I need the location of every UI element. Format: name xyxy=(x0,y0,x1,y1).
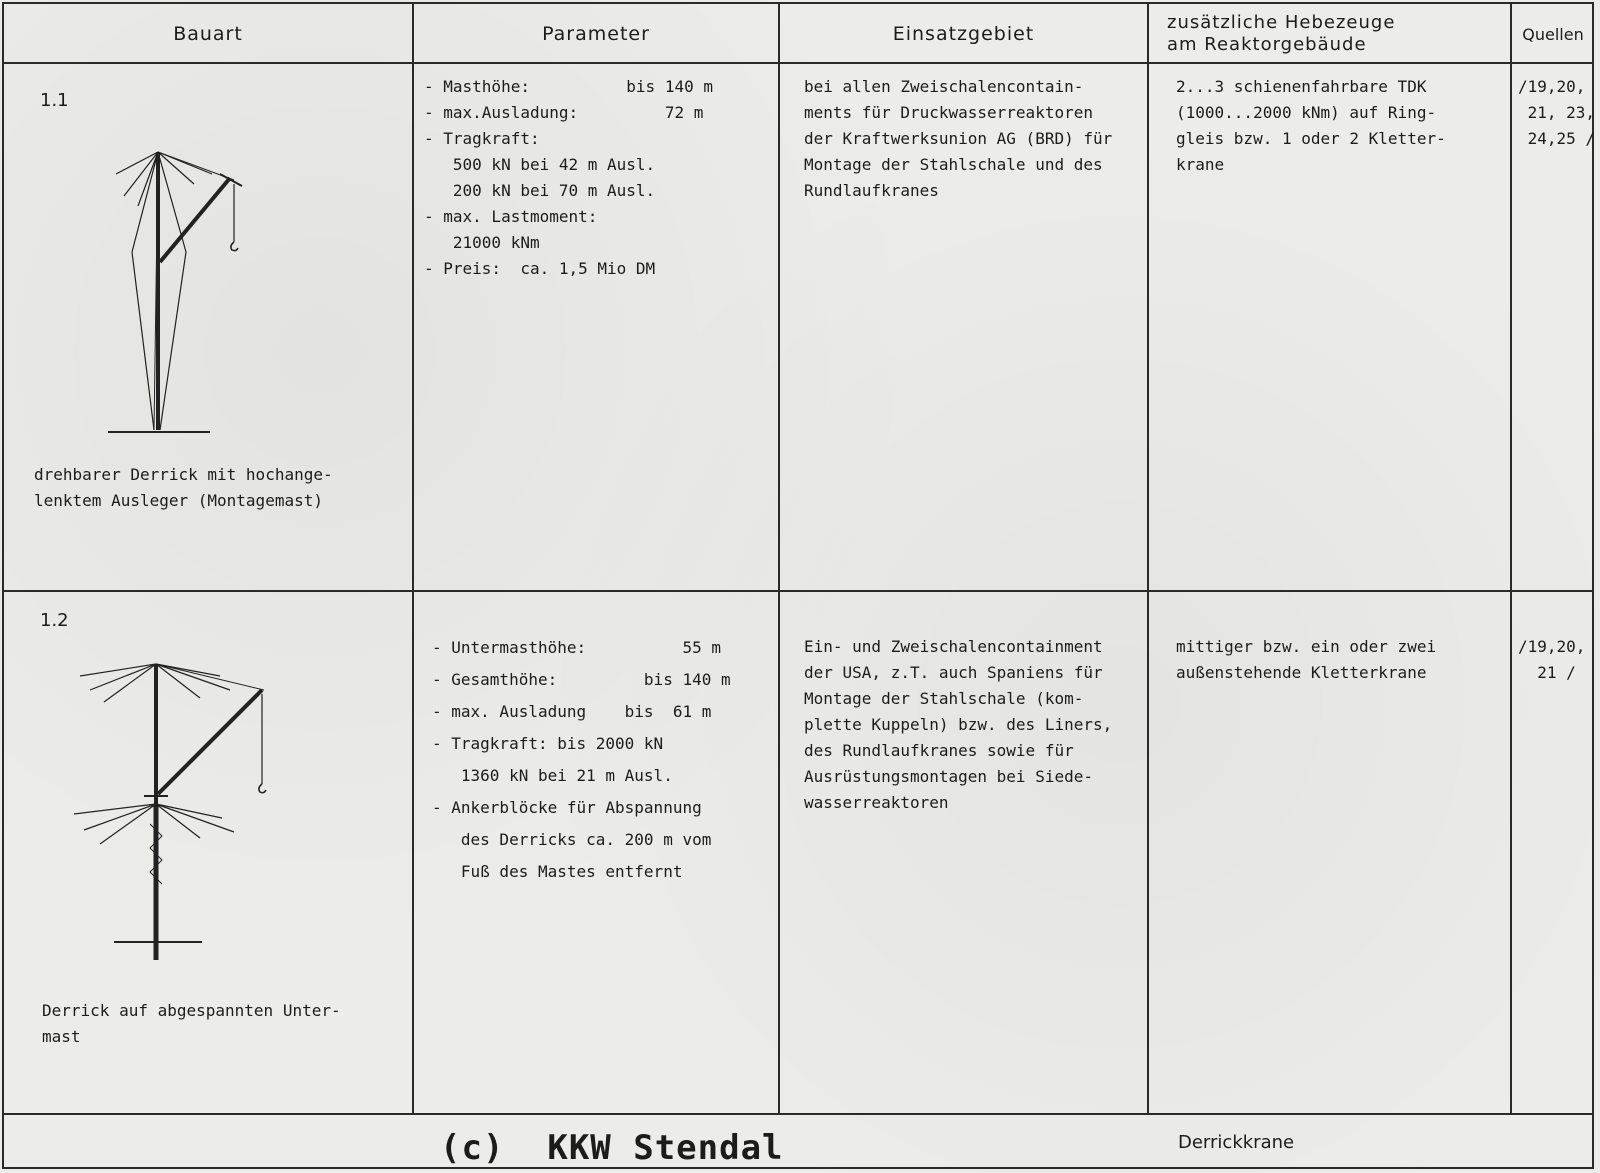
header-parameter: Parameter xyxy=(542,23,650,45)
col-divider xyxy=(778,4,780,1115)
row-einsatzgebiet: Ein- und Zweischalencontainment der USA, z.T. auch Spaniens für Montage der Stahlschale (kom- plette Kuppeln) bzw. des Liners, des Rundlaufkranes sowie für Ausrüstungsmontagen bei Siede- wasserreaktoren xyxy=(804,637,1113,812)
row-parameter: - Masthöhe: bis 140 m - max.Ausladung: 72 m - Tragkraft: 500 kN bei 42 m Ausl. 200 kN bei 70 m Ausl. - max. Lastmoment: 21000 kNm - Preis: ca. 1,5 Mio DM xyxy=(424,77,713,278)
footer-title: (c) KKW Stendal xyxy=(440,1128,784,1168)
row-parameter: - Untermasthöhe: 55 m - Gesamthöhe: bis 140 m - max. Ausladung bis 61 m - Tragkraft: bis 2000 kN 1360 kN bei 21 m Ausl. - Ankerblöcke für Abspannung des Derricks ca. 200 m vom Fuß des Mastes entfernt xyxy=(432,638,731,881)
col-divider xyxy=(1147,4,1149,1115)
header-quellen: Quellen xyxy=(1522,24,1584,44)
footer-subtitle: Derrickkrane xyxy=(1178,1132,1295,1153)
derrick-crane-illustration xyxy=(94,134,264,444)
col-divider xyxy=(1510,4,1512,1115)
derrick-untermast-illustration xyxy=(70,654,300,974)
table-frame xyxy=(2,2,1594,1169)
row-caption: Derrick auf abgespannten Unter- mast xyxy=(42,1001,341,1046)
row-divider xyxy=(4,590,1592,592)
header-bauart: Bauart xyxy=(173,23,243,45)
row-number: 1.1 xyxy=(40,90,69,111)
row-divider xyxy=(4,1113,1592,1115)
row-caption: drehbarer Derrick mit hochange- lenktem Ausleger (Montagemast) xyxy=(34,465,333,510)
row-number: 1.2 xyxy=(40,610,69,631)
col-divider xyxy=(412,4,414,1115)
header-hebezeuge: zusätzliche Hebezeuge am Reaktorgebäude xyxy=(1167,12,1396,55)
header-einsatzgebiet: Einsatzgebiet xyxy=(892,23,1035,45)
row-einsatzgebiet: bei allen Zweischalencontain- ments für Druckwasserreaktoren der Kraftwerksunion AG (BRD) für Montage der Stahlschale und des Rundlaufkranes xyxy=(804,77,1113,200)
row-hebezeuge: 2...3 schienenfahrbare TDK (1000...2000 kNm) auf Ring- gleis bzw. 1 oder 2 Kletter- krane xyxy=(1176,77,1446,174)
row-hebezeuge: mittiger bzw. ein oder zwei außenstehende Kletterkrane xyxy=(1176,637,1437,682)
row-quellen: /19,20, 21 / xyxy=(1518,637,1586,682)
row-quellen: /19,20, 21, 23, 24,25 / xyxy=(1518,77,1596,148)
